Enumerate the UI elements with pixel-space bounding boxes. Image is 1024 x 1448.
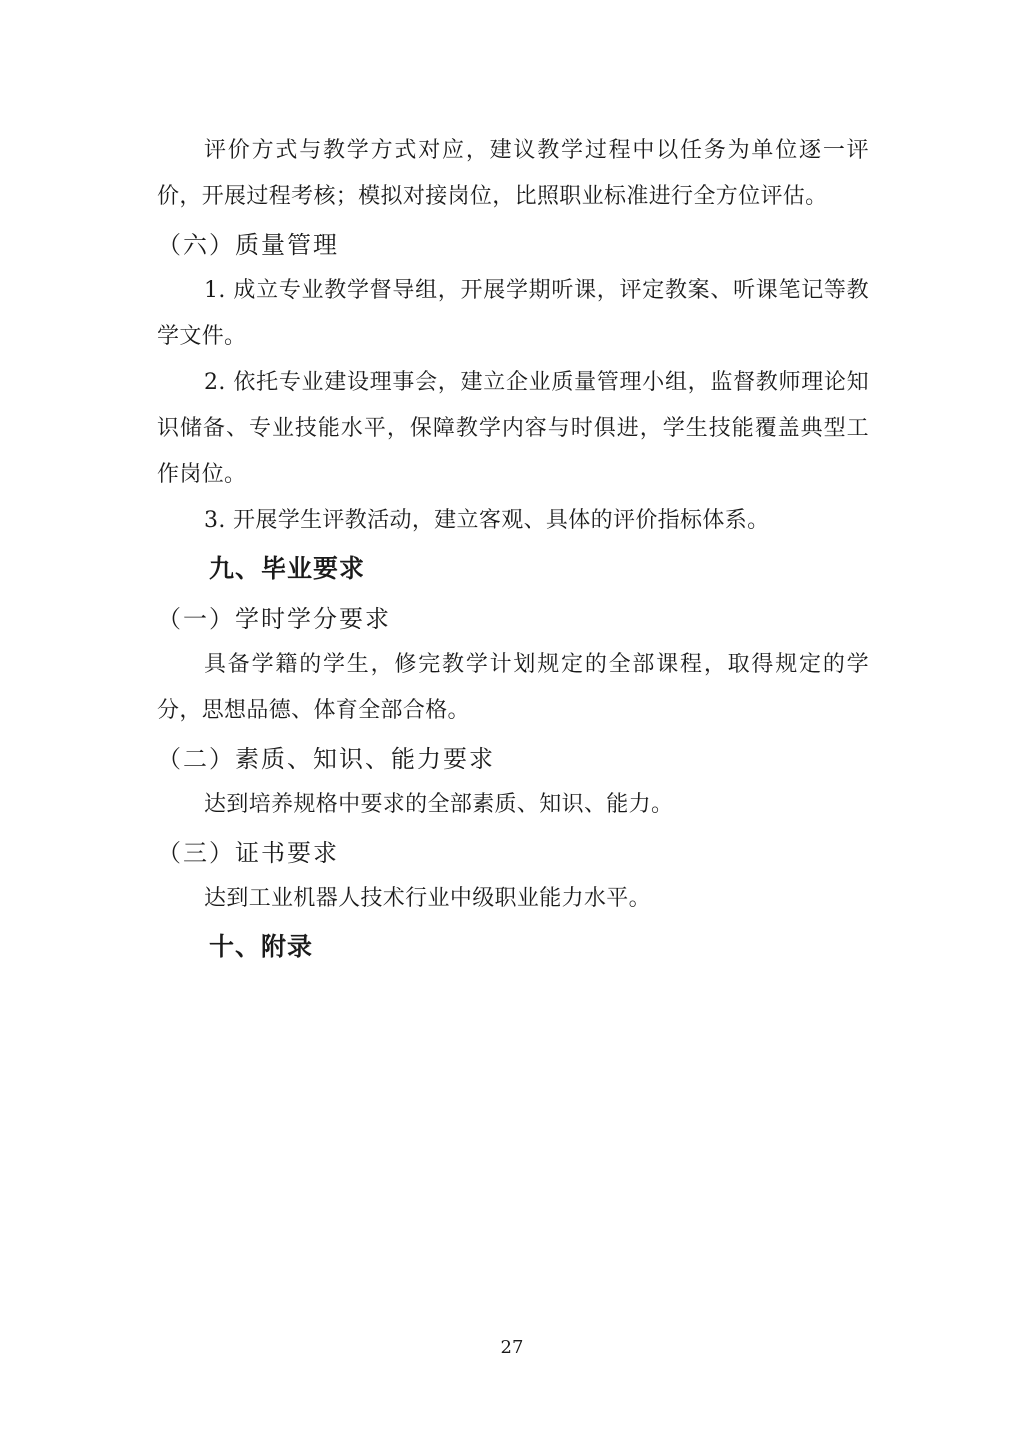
subheading-quality-knowledge-ability: （二）素质、知识、能力要求 [157, 745, 495, 773]
paragraph-quality-knowledge-ability: 达到培养规格中要求的全部素质、知识、能力。 [204, 792, 674, 817]
section-heading-appendix: 十、附录 [209, 932, 314, 961]
paragraph-credit-requirements: 具备学籍的学生，修完教学计划规定的全部课程，取得规定的学分，思想品德、体育全部合格。 [157, 652, 869, 723]
subheading-quality-management: （六）质量管理 [157, 231, 339, 259]
section-heading-graduation-requirements: 九、毕业要求 [209, 554, 366, 583]
paragraph-evaluation-method: 评价方式与教学方式对应，建议教学过程中以任务为单位逐一评价，开展过程考核；模拟对接岗位，比照职业标准进行全方位评估。 [157, 138, 869, 209]
page-number: 27 [500, 1337, 524, 1358]
paragraph-certificate-requirements: 达到工业机器人技术行业中级职业能力水平。 [204, 886, 652, 911]
paragraph-item-2: 2. 依托专业建设理事会，建立企业质量管理小组，监督教师理论知识储备、专业技能水平，保障教学内容与时俱进，学生技能覆盖典型工作岗位。 [157, 370, 869, 487]
paragraph-item-1: 1. 成立专业教学督导组，开展学期听课，评定教案、听课笔记等教学文件。 [157, 278, 869, 349]
paragraph-item-3: 3. 开展学生评教活动，建立客观、具体的评价指标体系。 [204, 508, 770, 533]
subheading-certificate-requirements: （三）证书要求 [157, 839, 339, 867]
page-content [157, 128, 869, 972]
subheading-credit-requirements: （一）学时学分要求 [157, 605, 391, 633]
